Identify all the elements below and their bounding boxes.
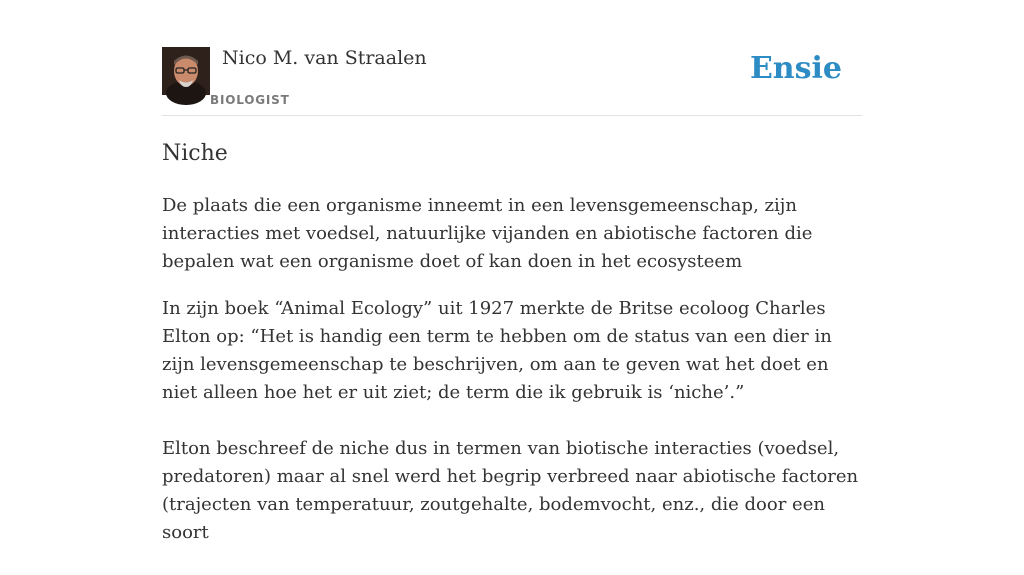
author-name[interactable]: Nico M. van Straalen bbox=[222, 47, 427, 69]
body-paragraph: Elton beschreef de niche dus in termen van biotische interacties (voedsel, predatoren) maar al snel werd het begrip verbreed naar abiotische factoren (trajecten van temperatuur, zoutgehalte, bodemvocht, enz., die door een soort bbox=[162, 438, 859, 543]
entry-definition: De plaats die een organisme inneemt in een levensgemeenschap, zijn interacties met voedsel, natuurlijke vijanden en abiotische factoren die bepalen wat een organisme doet of kan doen in het ecosysteem bbox=[162, 195, 813, 272]
body-paragraph: In zijn boek “Animal Ecology” uit 1927 merkte de Britse ecoloog Charles Elton op: “Het is handig een term te hebben om de status van een dier in zijn levensgemeenschap te beschrijven, om aan te geven wat het doet en niet alleen hoe het er uit ziet; de term die ik gebruik is ‘niche’.” bbox=[162, 298, 832, 403]
entry-title: Niche bbox=[162, 141, 228, 166]
author-avatar[interactable] bbox=[162, 47, 210, 95]
article-card bbox=[162, 0, 862, 543]
entry-body bbox=[162, 295, 862, 575]
brand-logo[interactable]: Ensie bbox=[749, 51, 842, 86]
author-portrait-icon bbox=[162, 47, 210, 95]
author-role: BIOLOGIST bbox=[210, 93, 290, 107]
header-divider bbox=[162, 115, 862, 116]
